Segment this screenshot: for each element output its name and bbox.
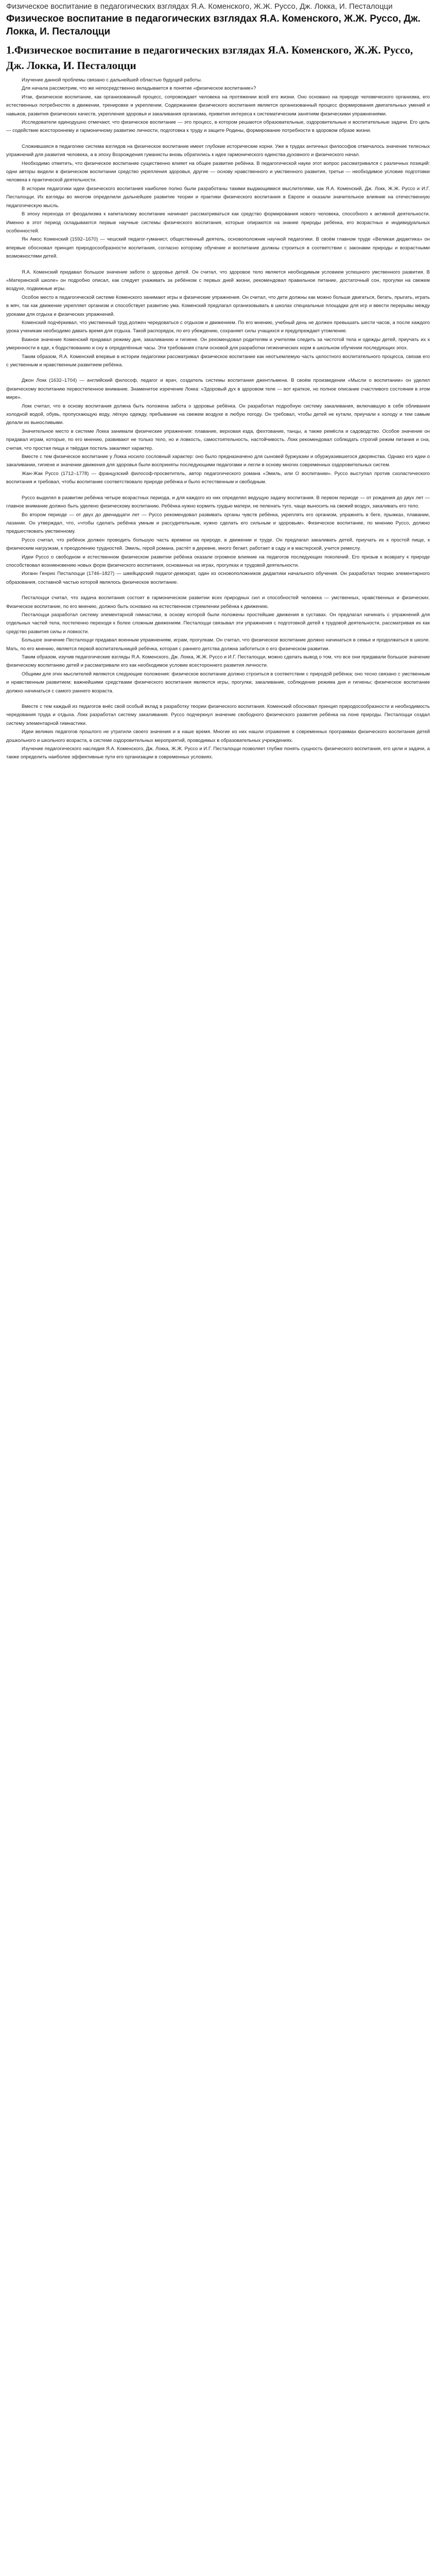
paragraph: Важное значение Коменский придавал режиму дня, закаливанию и гигиене. Он рекомендовал родителям и учителям следить за чистотой тела и одежды детей, приучать их к умеренности в еде, к бодрствованию и сну в определённые часы. Эти требования стали основой для разработки гигиенических норм в школьном обучении последующих эпох. <box>6 336 430 351</box>
paragraph: Особое место в педагогической системе Коменского занимают игры и физические упражнения. Он считал, что дети должны как можно больше двигаться, бегать, прыгать, играть в мяч, так как движение укрепляет организм и способствует развитию ума. Коменский предлагал организовывать в школах специальные площадки для игр и ввести перерывы между уроками для отдыха и физических упражнений. <box>6 294 430 317</box>
paragraph: В истории педагогики идеи физического воспитания наиболее полно были разработаны такими выдающимися мыслителями, как Я.А. Коменский, Дж. Локк, Ж.Ж. Руссо и И.Г. Песталоцци. Их взгляды во многом определили дальнейшее развитие теории и практики физического воспитания в Европе и оказали значительное влияние на отечественную педагогическую мысль. <box>6 185 430 209</box>
paragraph: Вместе с тем физическое воспитание у Локка носило сословный характер: оно было предназначено для сыновей буржуазии и обуржуазившегося дворянства. Однако его идеи о закаливании, гигиене и значении движения для здоровья были восприняты последующими педагогами и легли в основу многих современных оздоровительных систем. <box>6 454 430 468</box>
document-body <box>6 76 430 762</box>
paragraph: Локк считал, что в основу воспитания должна быть положена забота о здоровье ребёнка. Он разработал подробную систему закаливания, включавшую в себя обливания холодной водой, обувь, пропускающую воду, лёгкую одежду, пребывание на свежем воздухе в любую погоду. Он требовал, чтобы детей не кутали, приучали к холоду и тем самым делали их выносливыми. <box>6 403 430 426</box>
paragraph: Я.А. Коменский придавал большое значение заботе о здоровье детей. Он считал, что здоровое тело является необходимым условием успешного умственного развития. В «Материнской школе» он подробно описал, как следует ухаживать за ребёнком с первых дней жизни, рекомендовал правильное питание, достаточный сон, прогулки на свежем воздухе, подвижные игры. <box>6 269 430 292</box>
chapter-heading: 1.Физическое воспитание в педагогических взглядах Я.А. Коменского, Ж.Ж. Руссо, Дж. Локка, И. Песталоцци <box>6 44 413 72</box>
document-page <box>0 0 436 762</box>
paragraph: Изучение педагогического наследия Я.А. Коменского, Дж. Локка, Ж.Ж. Руссо и И.Г. Песталоцци позволяет глубже понять сущность физического воспитания, его цели и задачи, а также определить наиболее эффективные пути его организации в современных условиях. <box>6 746 430 760</box>
paragraph: Песталоцци разработал систему элементарной гимнастики, в основу которой были положены простейшие движения в суставах. Он предлагал начинать с упражнений для отдельных частей тела, постепенно переходя к более сложным движениям. Песталоцци связывал эти упражнения с подготовкой детей к трудовой деятельности, рассматривая их как средство развития силы и ловкости. <box>6 612 430 635</box>
paragraph: Песталоцци считал, что задача воспитания состоит в гармоническом развитии всех природных сил и способностей человека — умственных, нравственных и физических. Физическое воспитание, по его мнению, должно быть основано на естественном стремлении ребёнка к движению. <box>6 595 430 609</box>
paragraph: Общими для этих мыслителей являются следующие положения: физическое воспитание должно строиться в соответствии с природой ребёнка; оно тесно связано с умственным и нравственным развитием; важнейшими средствами физического воспитания являются игры, прогулки, закаливание, соблюдение режима дня и гигиены; физическое воспитание должно начинаться с самого раннего возраста. <box>6 671 430 694</box>
breadcrumb: Физическое воспитание в педагогических взглядах Я.А. Коменского, Ж.Ж. Руссо, Дж. Локка, И. Песталоцци <box>6 2 393 11</box>
paragraph: Значительное место в системе Локка занимали физические упражнения: плавание, верховая езда, фехтование, танцы, а также ремёсла и садоводство. Особое значение он придавал играм, которые, по его мнению, развивают не только тело, но и ловкость, самостоятельность, настойчивость. Локк рекомендовал соблюдать строгий режим питания и сна, считая, что простая пища и твёрдая постель закаляют характер. <box>6 428 430 451</box>
paragraph: Руссо считал, что ребёнок должен проводить большую часть времени на природе, в движении и труде. Он предлагал закаливать детей, приучать их к простой пище, к физическим нагрузкам, к преодолению трудностей. Эмиль, герой романа, растёт в деревне, много бегает, работает в саду и в мастерской, учится ремеслу. <box>6 537 430 552</box>
paragraph: Джон Локк (1632–1704) — английский философ, педагог и врач, создатель системы воспитания джентльмена. В своём произведении «Мысли о воспитании» он уделил физическому воспитанию первостепенное внимание. Знаменитое изречение Локка: «Здоровый дух в здоровом теле — вот краткое, но полное описание счастливого состояния в этом мире». <box>6 378 430 401</box>
paragraph: Во втором периоде — от двух до двенадцати лет — Руссо рекомендовал развивать органы чувств ребёнка, укреплять его организм, упражнять в беге, прыжках, плавании, лазании. Он утверждал, что, «чтобы сделать ребёнка умным и рассудительным, нужно сделать его сильным и здоровым». Физическое воспитание, по мнению Руссо, должно предшествовать умственному. <box>6 512 430 535</box>
paragraph: В эпоху перехода от феодализма к капитализму воспитание начинает рассматриваться как средство формирования нового человека, способного к активной деятельности. Именно в этот период складываются первые научные системы физического воспитания, которые опираются на знание природы ребёнка, его возрастных и индивидуальных особенностей. <box>6 211 430 234</box>
paragraph: Необходимо отметить, что физическое воспитание существенно влияет на общее развитие ребёнка. В педагогической науке этот вопрос рассматривался с различных позиций: одни авторы видели в физическом воспитании средство укрепления здоровья, другие — основу нравственного и умственного развития, третьи — необходимое условие подготовки человека к практической деятельности. <box>6 160 430 183</box>
paragraph: Итак, физическое воспитание, как организованный процесс, сопровождает человека на протяжении всей его жизни. Оно основано на природе человеческого организма, его естественных потребностях в движении, тренировке и укреплении. Содержанием физического воспитания является организованный процесс формирования двигательных умений и навыков, развития физических качеств, укрепления здоровья и закаливания организма, привития интереса к систематическим занятиям физическими упражнениями. <box>6 94 430 117</box>
paragraph: Ян Амос Коменский (1592–1670) — чешский педагог-гуманист, общественный деятель, основоположник научной педагогики. В своём главном труде «Великая дидактика» он впервые обосновал принцип природосообразности воспитания, согласно которому обучение и воспитание должны строиться в соответствии с законами природы и возрастными возможностями детей. <box>6 236 430 260</box>
paragraph: Иоганн Генрих Песталоцци (1746–1827) — швейцарский педагог-демократ, один из основоположников дидактики начального обучения. Он разработал теорию элементарного образования, составной частью которой являлось физическое воспитание. <box>6 571 430 585</box>
paragraph: Жан-Жак Руссо (1712–1778) — французский философ-просветитель, автор педагогического романа «Эмиль, или О воспитании». Руссо выступал против схоластического воспитания и требовал, чтобы воспитание соответствовало природе ребёнка и было естественным и свободным. <box>6 470 430 485</box>
page-title: Физическое воспитание в педагогических взглядах Я.А. Коменского, Ж.Ж. Руссо, Дж. Локка, И. Песталоцци <box>6 13 421 37</box>
paragraph: Таким образом, изучив педагогические взгляды Я.А. Коменского, Дж. Локка, Ж.Ж. Руссо и И.Г. Песталоцци, можно сделать вывод о том, что все они придавали большое значение физическому воспитанию детей и рассматривали его как необходимое условие всестороннего развития личности. <box>6 654 430 669</box>
paragraph: Сложившаяся в педагогике система взглядов на физическое воспитание имеет глубокие исторические корни. Уже в трудах античных философов отмечалось значение телесных упражнений для развития человека, а в эпоху Возрождения гуманисты вновь обратились к идее гармонического единства духовного и физического начал. <box>6 143 430 158</box>
paragraph: Таким образом, Я.А. Коменский впервые в истории педагогики рассматривал физическое воспитание как неотъемлемую часть целостного воспитательного процесса, связав его с умственным и нравственным развитием ребёнка. <box>6 353 430 368</box>
paragraph: Исследователи единодушно отмечают, что физическое воспитание — это процесс, в котором решаются образовательные, оздоровительные и воспитательные задачи. Его цель — содействие всестороннему и гармоничному развитию личности, подготовка к труду и защите Родины, формирование потребности в здоровом образе жизни. <box>6 120 430 134</box>
paragraph: Большое значение Песталоцци придавал военным упражнениям, играм, прогулкам. Он считал, что физическое воспитание должно начинаться в семье и продолжаться в школе. Мать, по его мнению, является первой воспитательницей ребёнка, которая с раннего детства должна заботиться о его физическом развитии. <box>6 637 430 652</box>
paragraph: Коменский подчёркивал, что умственный труд должен чередоваться с отдыхом и движением. По его мнению, учебный день не должен превышать шести часов, а после каждого урока ученикам необходимо давать время для отдыха. Такой распорядок, по его убеждению, сохраняет силы учащихся и предупреждает утомление. <box>6 319 430 334</box>
paragraph: Изучение данной проблемы связано с дальнейшей областью будущей работы. <box>22 77 202 83</box>
paragraph: Идеи великих педагогов прошлого не утратили своего значения и в наше время. Многие из них нашли отражение в современных программах физического воспитания детей дошкольного и школьного возраста, в системе оздоровительных мероприятий, проводимых в образовательных учреждениях. <box>6 729 430 743</box>
paragraph: Руссо выделял в развитии ребёнка четыре возрастных периода, и для каждого из них определял ведущую задачу воспитания. В первом периоде — от рождения до двух лет — главное внимание должно быть уделено физическому воспитанию. Ребёнка нужно кормить грудью матери, не пеленать туго, чаще выносить на свежий воздух, закаливать его тело. <box>6 495 430 510</box>
paragraph: Вместе с тем каждый из педагогов внёс свой особый вклад в разработку теории физического воспитания. Коменский обосновал принцип природосообразности и необходимость чередования труда и отдыха. Локк разработал систему закаливания. Руссо подчеркнул значение свободного физического развития ребёнка на лоне природы. Песталоцци создал систему элементарной гимнастики. <box>6 704 430 726</box>
paragraph: Идеи Руссо о свободном и естественном физическом развитии ребёнка оказали огромное влияние на педагогов последующих поколений. Его призыв к возврату к природе способствовал возникновению новых форм физического воспитания, основанных на играх, прогулках и трудовой деятельности. <box>6 554 430 568</box>
paragraph: Для начала рассмотрим, что же непосредственно вкладывается в понятие «физическое воспитание»? <box>22 86 256 92</box>
